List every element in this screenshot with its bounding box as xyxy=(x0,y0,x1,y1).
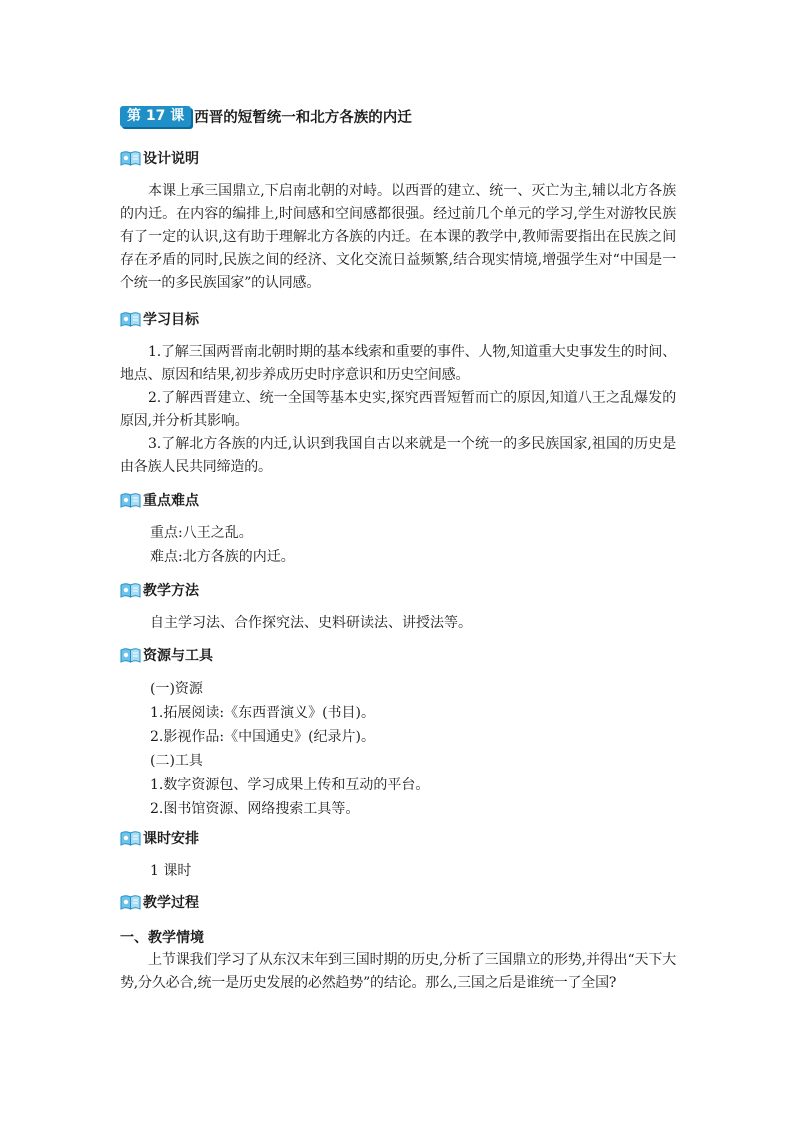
section-goals-head xyxy=(120,309,199,329)
section-process-head xyxy=(120,892,199,912)
schedule-text: 1 课时 xyxy=(150,863,192,879)
section-resources-head xyxy=(120,645,213,665)
lesson-title: 西晋的短暂统一和北方各族的内迁 xyxy=(194,108,412,126)
book-icon xyxy=(120,582,141,598)
lesson-number-badge: 第 17 课 xyxy=(120,106,191,127)
section-method-head xyxy=(120,580,199,600)
book-icon xyxy=(120,830,141,846)
goal-item-1: 1.了解三国两晋南北朝时期的基本线索和重要的事件、人物,知道重大史事发生的时间、地点、原因和结果,初步养成历史时序意识和历史空间感。 xyxy=(120,344,676,383)
section-title: 教学方法 xyxy=(143,583,199,599)
book-icon xyxy=(120,647,141,663)
resource-line: (一)资源 xyxy=(150,681,203,697)
resource-line: 1.数字资源包、学习成果上传和互动的平台。 xyxy=(150,777,430,793)
section-title: 课时安排 xyxy=(143,831,199,847)
section-title: 学习目标 xyxy=(143,312,199,328)
section-title: 资源与工具 xyxy=(143,648,213,664)
process-subheading: 一、教学情境 xyxy=(120,930,204,946)
resource-line: 2.影视作品:《中国通史》(纪录片)。 xyxy=(150,729,375,745)
resource-line: 2.图书馆资源、网络搜索工具等。 xyxy=(150,801,360,817)
section-title: 教学过程 xyxy=(143,895,199,911)
section-title: 设计说明 xyxy=(143,151,199,167)
book-icon xyxy=(120,150,141,166)
goal-item-3: 3.了解北方各族的内迁,认识到我国自古以来就是一个统一的多民族国家,祖国的历史是由各族人民共同缔造的。 xyxy=(120,436,676,475)
section-key-head xyxy=(120,490,199,510)
process-paragraph: 上节课我们学习了从东汉末年到三国时期的历史,分析了三国鼎立的形势,并得出“天下大势,分久必合,统一是历史发展的必然趋势”的结论。那么,三国之后是谁统一了全国? xyxy=(120,952,676,991)
book-icon xyxy=(120,311,141,327)
key-focus: 重点:八王之乱。 xyxy=(150,525,253,541)
lesson-header xyxy=(120,105,412,127)
method-text: 自主学习法、合作探究法、史料研读法、讲授法等。 xyxy=(150,615,472,631)
section-schedule-head xyxy=(120,828,199,848)
key-difficulty: 难点:北方各族的内迁。 xyxy=(150,549,295,565)
resource-line: 1.拓展阅读:《东西晋演义》(书目)。 xyxy=(150,705,375,721)
resource-line: (二)工具 xyxy=(150,753,203,769)
section-title: 重点难点 xyxy=(143,493,199,509)
book-icon xyxy=(120,894,141,910)
design-paragraph: 本课上承三国鼎立,下启南北朝的对峙。以西晋的建立、统一、灭亡为主,辅以北方各族的内迁。在内容的编排上,时间感和空间感都很强。经过前几个单元的学习,学生对游牧民族有了一定的认识,这有助于理解北方各族的内迁。在本课的教学中,教师需要指出在民族之间存在矛盾的同时,民族之间的经济、文化交流日益频繁,结合现实情境,增强学生对“中国是一个统一的多民族国家”的认同感。 xyxy=(120,183,676,291)
section-design-head xyxy=(120,148,199,168)
book-icon xyxy=(120,492,141,508)
goal-item-2: 2.了解西晋建立、统一全国等基本史实,探究西晋短暂而亡的原因,知道八王之乱爆发的原因,并分析其影响。 xyxy=(120,390,676,429)
